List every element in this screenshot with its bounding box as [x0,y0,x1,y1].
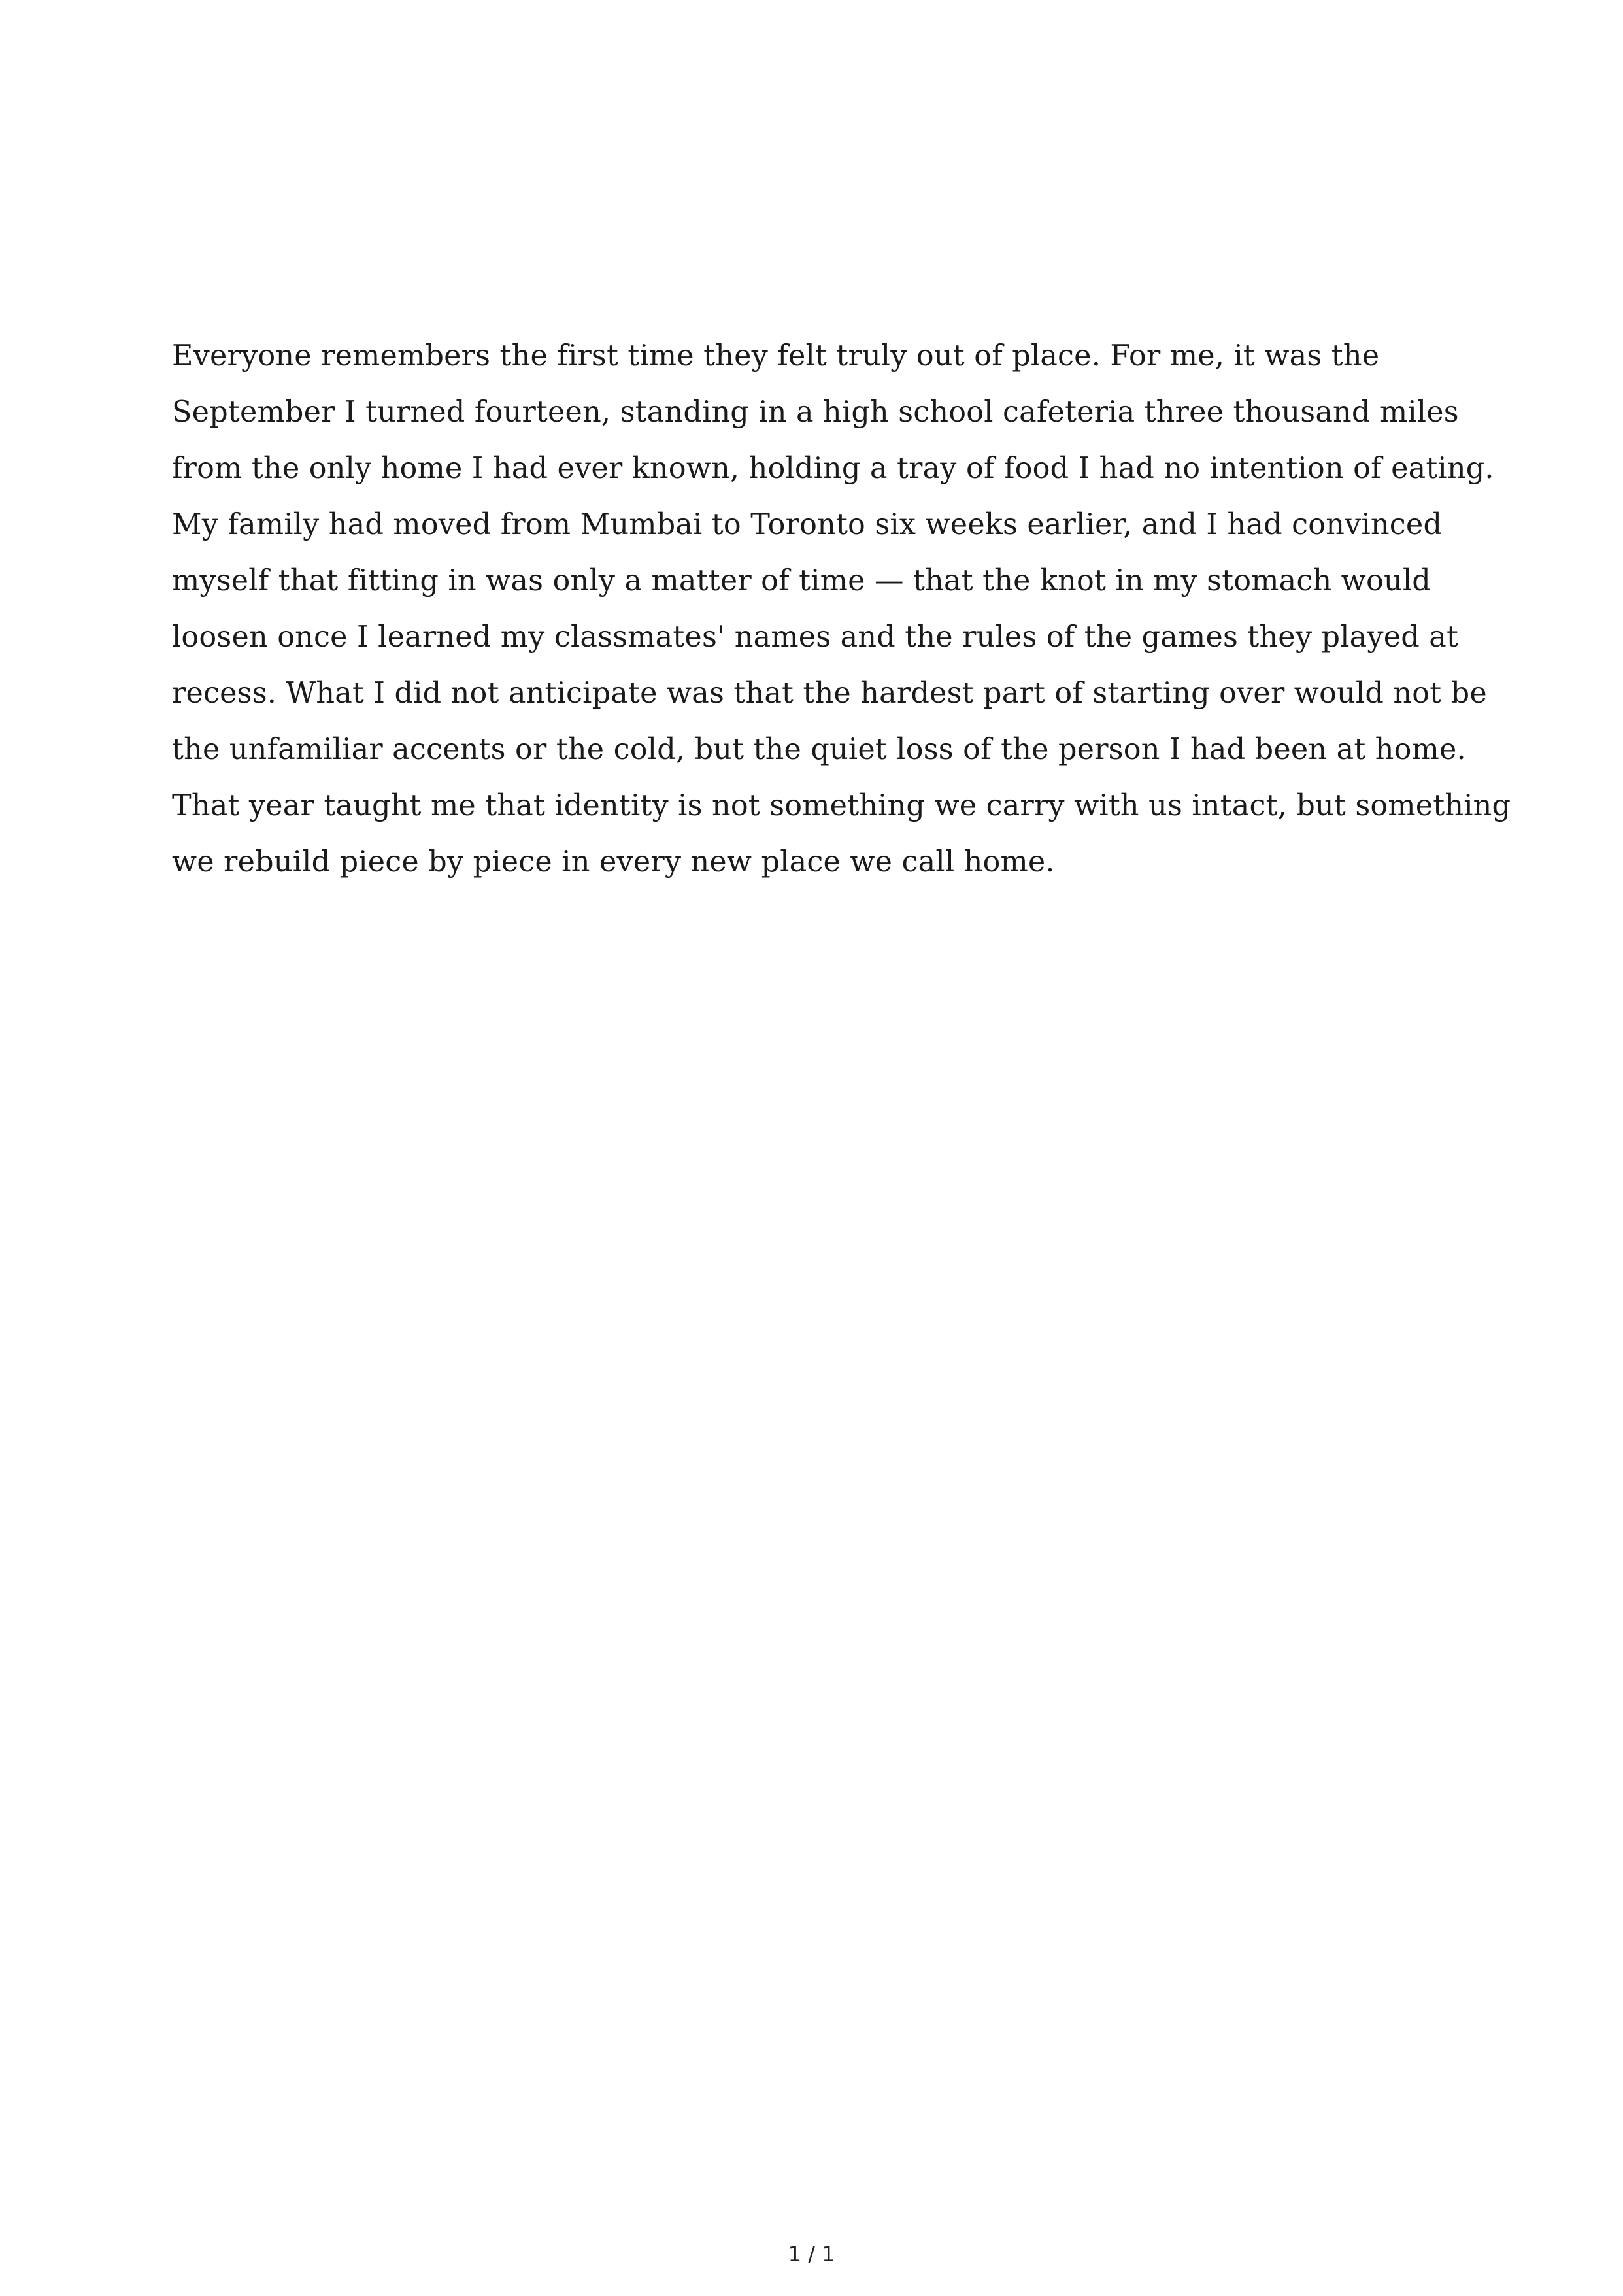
paragraph-line-2: September I turned fourteen, standing in a high school cafeteria three thousand miles [172,396,1459,429]
paragraph-line-1: Everyone remembers the first time they felt truly out of place. For me, it was the [172,339,1380,373]
paragraph-line-7: recess. What I did not anticipate was that the hardest part of starting over would not be [172,677,1487,710]
paragraph-line-8: the unfamiliar accents or the cold, but the quiet loss of the person I had been at home. [172,733,1466,766]
essay-paragraph [172,328,1511,890]
paragraph-line-4: My family had moved from Mumbai to Toronto six weeks earlier, and I had convinced [172,508,1443,541]
paragraph-line-3: from the only home I had ever known, holding a tray of food I had no intention of eating. [172,452,1494,485]
paragraph-line-5: myself that fitting in was only a matter of time — that the knot in my stomach would [172,564,1431,598]
page-number: 1 / 1 [788,2242,835,2267]
paragraph-line-6: loosen once I learned my classmates' names and the rules of the games they played at [172,620,1459,654]
paragraph-line-9: That year taught me that identity is not something we carry with us intact, but something [172,789,1511,822]
paragraph-line-10: we rebuild piece by piece in every new place we call home. [172,845,1055,879]
